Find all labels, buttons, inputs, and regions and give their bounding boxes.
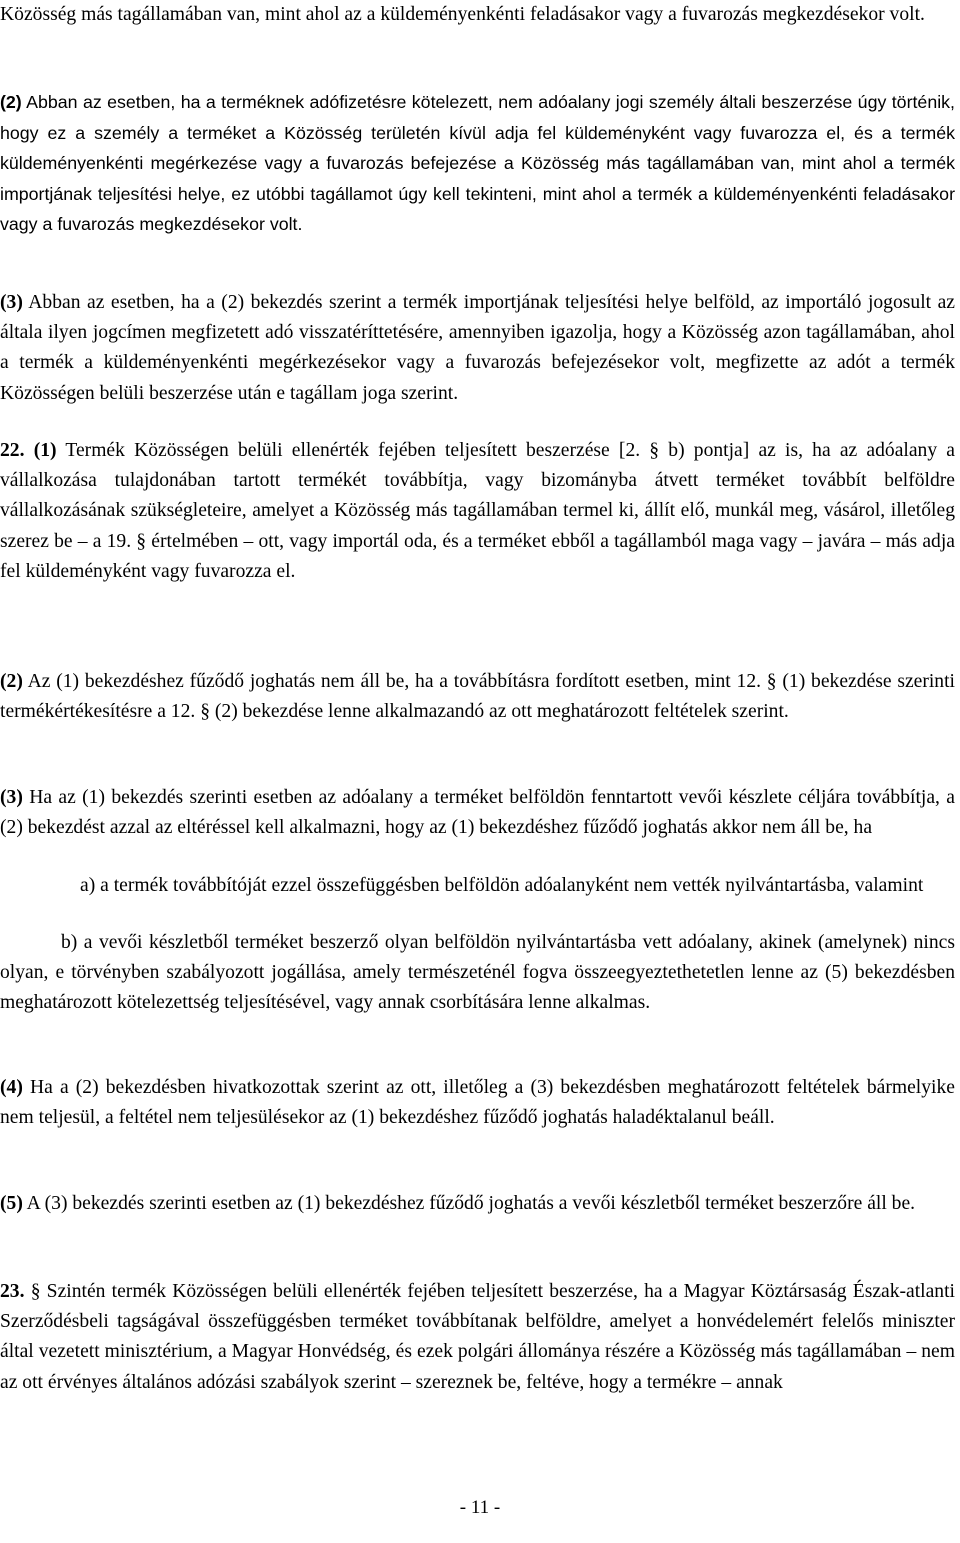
section-22-paragraph-4 xyxy=(0,1073,955,1133)
section-22-paragraph-2 xyxy=(0,667,955,727)
paragraph-number: (2) xyxy=(0,671,23,692)
section-22-paragraph-5 xyxy=(0,1189,955,1219)
paragraph-text: Ha a (2) bekezdésben hivatkozottak szerint az ott, illetőleg a (3) bekezdésben meghatározott feltételek bármelyike nem teljesül, a feltétel nem teljesülésekor az (1) bekezdéshez fűződő joghatás haladéktalanul beáll. xyxy=(0,1077,955,1129)
paragraph-number: (1) xyxy=(33,440,57,461)
paragraph-text: Termék Közösségen belüli ellenérték fejében teljesített beszerzése [2. § b) pontja] az is, ha az adóalany a vállalkozása tulajdonában tartott termékét továbbítja, vagy bizományba átvett terméket továbbít belföldre vállalkozásának szükségleteire, amelyet a Közösség más tagállamában termel ki, állít elő, munkál meg, vásárol, illetőleg szerez be – a 19. § értelmében – ott, vagy importál oda, és a terméket ebből a tagállamból maga vagy – javára – más adja fel küldeményként vagy fuvarozza el. xyxy=(0,440,955,582)
list-item-b xyxy=(0,928,955,1019)
paragraph-number: (5) xyxy=(0,1193,23,1214)
paragraph-number: (3) xyxy=(0,787,23,808)
paragraph-text: Ha az (1) bekezdés szerinti esetben az adóalany a terméket belföldön fenntartott vevői készlete céljára továbbítja, a (2) bekezdést azzal az eltéréssel kell alkalmazni, hogy az (1) bekezdéshez fűződő joghatás akkor nem áll be, ha xyxy=(0,787,955,839)
page-number: - 11 - xyxy=(459,1497,501,1518)
paragraph-number: (4) xyxy=(0,1077,23,1098)
section-22-paragraph-1 xyxy=(0,436,955,587)
paragraph-2 xyxy=(0,87,955,240)
paragraph-3 xyxy=(0,288,955,409)
section-number: 23. xyxy=(0,1281,25,1302)
paragraph-text: Abban az esetben, ha a (2) bekezdés szerint a termék importjának teljesítési helye belföld, az importáló jogosult az általa ilyen jogcímen megfizetett adó visszatéríttetésére, amennyiben igazolja, hogy a Közösség azon tagállamában, ahol a termék a küldeményenkénti megérkezésekor vagy a fuvarozás befejezésekor volt, megfizette az adót a termék Közösségen belüli beszerzése után e tagállam joga szerint. xyxy=(0,292,955,404)
paragraph-text: A (3) bekezdés szerinti esetben az (1) bekezdéshez fűződő joghatás a vevői készletből terméket beszerzőre áll be. xyxy=(22,1193,916,1214)
paragraph-text: Az (1) bekezdéshez fűződő joghatás nem áll be, ha a továbbításra fordított esetben, mint 12. § (1) bekezdése szerinti termékértékesítésre a 12. § (2) bekezdése lenne alkalmazandó az ott meghatározott feltételek szerint. xyxy=(0,671,955,723)
list-item-a xyxy=(0,871,955,901)
section-23 xyxy=(0,1277,955,1398)
paragraph-number: (2) xyxy=(0,92,22,112)
paragraph-text: § Szintén termék Közösségen belüli ellenérték fejében teljesített beszerzése, ha a Magyar Köztársaság Észak-atlanti Szerződésbeli tagságával összefüggésben terméket továbbítanak belföldre, amelyet a honvédelemért felelős miniszter által vezetett minisztérium, a Magyar Honvédség, és ezek polgári állománya részére a Közösség más tagállamában – nem az ott érvényes általános adózási szabályok szerint – szereznek be, feltéve, hogy a termékre – annak xyxy=(0,1281,955,1393)
section-number: 22. xyxy=(0,440,25,461)
paragraph-text: Közösség más tagállamában van, mint ahol az a küldeményenkénti feladásakor vagy a fuvarozás megkezdésekor volt. xyxy=(0,4,925,25)
paragraph-continuation xyxy=(0,0,955,30)
paragraph-text: Abban az esetben, ha a terméknek adófizetésre kötelezett, nem adóalany jogi személy általi beszerzése úgy történik, hogy ez a személy a terméket a Közösség területén kívül adja fel küldeményként vagy fuvarozza el, és a termék küldeményenkénti megérkezése vagy a fuvarozás befejezése a Közösség más tagállamában van, mint ahol a termék importjának teljesítési helye, ez utóbbi tagállamot úgy kell tekinteni, mint ahol a termék a küldeményenkénti feladásakor vagy a fuvarozás megkezdésekor volt. xyxy=(0,92,955,235)
list-item-text: b) a vevői készletből terméket beszerző olyan belföldön nyilvántartásba vett adóalany, akinek (amelynek) nincs olyan, e törvényben szabályozott jogállása, amely természeténél fogva összeegyeztethetetlen lenne az (5) bekezdésben meghatározott kötelezettség teljesítésével, vagy annak csorbítására lenne alkalmas. xyxy=(0,932,955,1014)
section-22-paragraph-3 xyxy=(0,783,955,843)
paragraph-number: (3) xyxy=(0,292,23,313)
list-item-text: a) a termék továbbítóját ezzel összefüggésben belföldön adóalanyként nem vették nyilvántartásba, valamint xyxy=(80,875,924,896)
